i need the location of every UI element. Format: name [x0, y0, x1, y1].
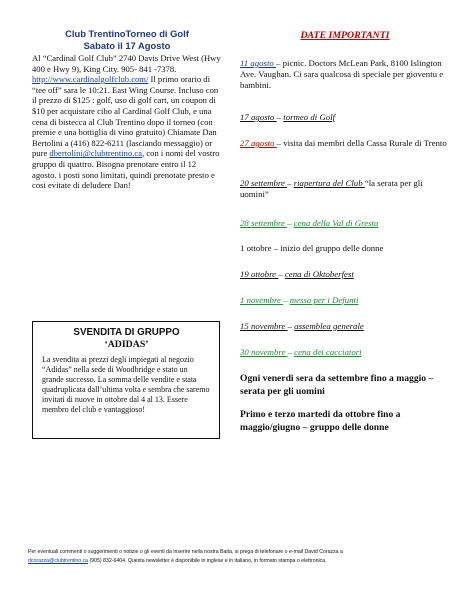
- event-text: riapertura del Club: [293, 178, 365, 188]
- event-date: 15 novembre: [240, 321, 288, 331]
- dbertolini-email-link[interactable]: dbertolini@clubtrentino.ca: [49, 148, 143, 159]
- event-item: 28 settembre – cena della Val di Gresta: [240, 218, 379, 228]
- event-text: visita dai membri della Cassa Rurale di Trento: [283, 138, 447, 148]
- event-item: 15 novembre – assemblea generale: [240, 321, 364, 331]
- event-text: assemblea generale: [294, 321, 364, 331]
- golf-article: [32, 28, 222, 191]
- footer-email-link[interactable]: dcorazza@clubtrentino.ca: [28, 557, 89, 564]
- event-item: 19 ottobre – cena di Oktoberfest: [240, 269, 354, 279]
- promo-subtitle: ‘ADIDAS’: [104, 339, 149, 350]
- event-text: picnic. Doctors McLean Park, 8100 Islington Ave. Vaughan. Ci sara qualcosa di speciale per gioventu e bambini.: [240, 58, 444, 91]
- golf-text-part1: Al “Cardinal Golf Club” 2740 Davis Drive West (Hwy 400 e Hwy 9), King City. 905- 841 -7378.: [32, 53, 221, 74]
- important-dates: [240, 30, 450, 433]
- event-item: 11 agosto – picnic. Doctors McLean Park, 8100 Islington Ave. Vaughan. Ci sara qualcosa di speciale per gioventu e bambini.: [240, 58, 444, 91]
- footer: [28, 548, 438, 565]
- dates-header: DATE IMPORTANTI: [300, 30, 390, 41]
- event-item: 27 agosto – visita dai membri della Cassa Rurale di Trento: [240, 138, 447, 148]
- event-date: 28 settembre: [240, 218, 288, 228]
- event-date: 1 novembre: [240, 295, 284, 305]
- event-date: 19 ottobre: [240, 269, 279, 279]
- weekly-note-women: Primo e terzo martedi da ottobre fino a maggio/giugno – gruppo delle donne: [240, 409, 401, 433]
- golf-text-part3: , con i nomi del vostro gruppo di quattro. Bisogna prenotare entro il 12 agosto. i posti sono limitati, quindi prenotate presto e cosi evitate di deludere Dan!: [32, 148, 220, 191]
- event-text-quote: “la serata per gli uomini”: [240, 178, 423, 200]
- event-text: cena dei cacciatori: [294, 347, 362, 357]
- event-text: tormeo di Golf: [283, 112, 336, 122]
- event-text: messa per i Defunti: [289, 295, 359, 305]
- promo-body: La svendita ai prezzi degli impiegati al negozio “Adidas” nella sede di Woodbridge e stato un grande successo. La somma delle vendite e stata quadruplicata dall’ultima volta e sembra che saremo invitati di nuove in ottobre dal 4 al 13. Essere membro del club e vantaggioso!: [42, 355, 210, 414]
- golf-title: Club TrentinoTorneo di Golf Sabato il 17 Agosto: [65, 28, 189, 51]
- golf-text-part2: Il primo orario di “tee off” sara le 10:21. East Wing Course. Incluso con il prezzo di $125 : golf, uso di golf cart, un coupon di $10 per acquistare cibo al Cardinal Golf Club, e una cena di bistecca al Club Trentino dopo il torneo (con premie e una bottiglia di vino gratuito) Chiamate Dan Bertolini a (416) 822-6211 (lasciando messaggio) or pure: [32, 74, 219, 159]
- event-date: 1 ottobre: [240, 243, 274, 253]
- event-item: 1 novembre – messa per i Defunti: [240, 295, 359, 305]
- event-date: 27 agosto: [240, 138, 277, 148]
- event-item: 30 novembre – cena dei cacciatori: [240, 347, 362, 357]
- event-date: 11 agosto: [240, 58, 277, 68]
- event-item: 20 settembre – riapertura del Club “la serata per gli uomini”: [240, 178, 423, 200]
- event-item: 1 ottobre – inizio del gruppo delle donne: [240, 243, 384, 253]
- event-date: 17 agosto: [240, 112, 277, 122]
- adidas-sale-box: [32, 321, 220, 439]
- event-date: 20 settembre: [240, 178, 288, 188]
- event-text: cena della Val di Gresta: [293, 218, 379, 228]
- promo-title: SVENDITA DI GRUPPO: [73, 327, 180, 338]
- event-item: 17 agosto – tormeo di Golf: [240, 112, 336, 122]
- weekly-note-men: Ogni venerdi sera da settembre fino a maggio – serata per gli uomini: [240, 373, 434, 397]
- cardinal-golf-link[interactable]: http://www.cardinalgolfclub.com/: [32, 74, 149, 85]
- footer-text-line1: Per eventuali commenti o suggerimenti o notizie o gli eventi da inserire nella nostra Baita, si prega di telefonare o e-mail David Corazza a: [28, 549, 343, 555]
- event-text: cena di Oktoberfest: [284, 269, 354, 279]
- footer-text-line2: (905) 832-6404. Questa newsletter è disponibile in inglese e in italiano, in formato stampa o elettronica.: [88, 557, 327, 564]
- event-text: inizio del gruppo delle donne: [280, 243, 384, 253]
- golf-body: [32, 53, 222, 191]
- event-date: 30 novembre: [240, 347, 288, 357]
